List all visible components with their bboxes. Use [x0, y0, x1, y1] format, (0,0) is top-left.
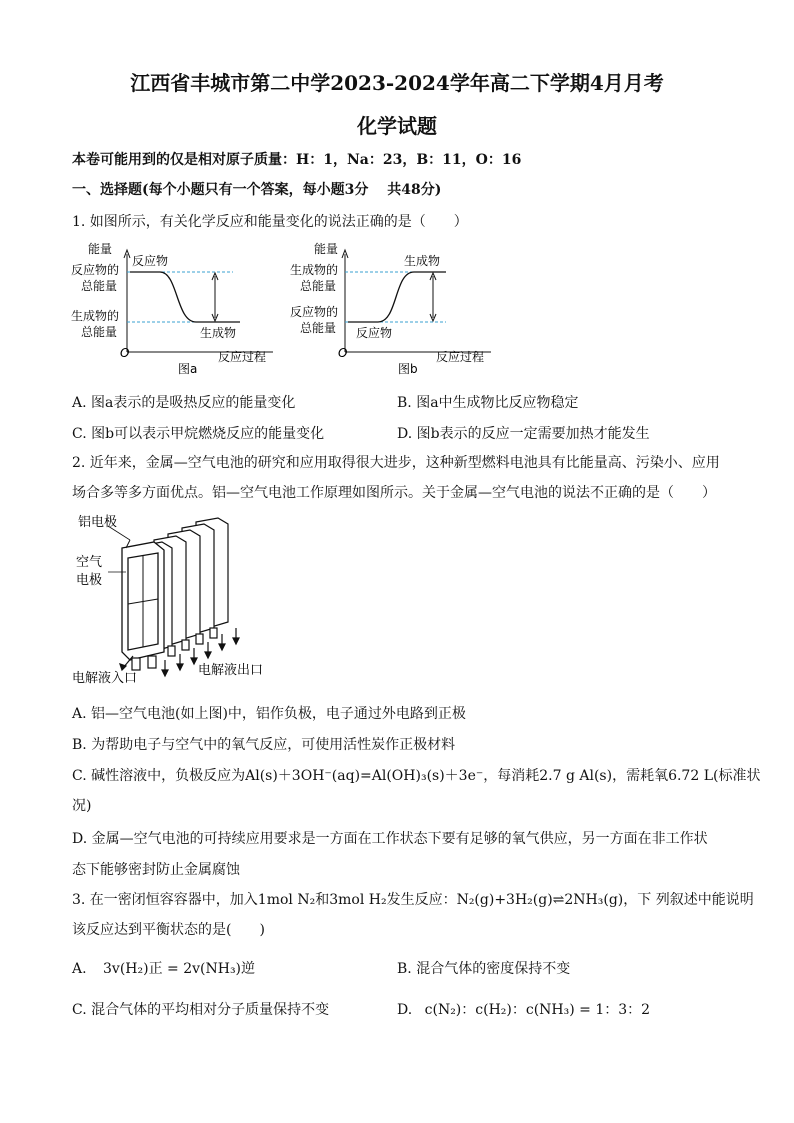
fig-b-lower-label-2: 总能量 [300, 321, 337, 335]
q3-option-d-formula: c(N₂)：c(H₂)：c(NH₃) = 1：3：2 [424, 1002, 651, 1018]
al-electrode-label: 铝电极 [78, 515, 118, 530]
fig-a-origin: O [120, 346, 130, 360]
fig-b-end-label: 生成物 [404, 254, 441, 268]
electrolyte-outlet-label: 电解液出口 [198, 663, 264, 678]
q2-stem-line1: 2. 近年来，金属—空气电池的研究和应用取得很大进步，这种新型燃料电池具有比能量高、污染小、应用 [72, 455, 720, 471]
q2-option-d-line2: 态下能够密封防止金属腐蚀 [72, 862, 240, 878]
q3-option-c: C. 混合气体的平均相对分子质量保持不变 [72, 1002, 330, 1018]
air-electrode-label-2: 电极 [76, 573, 103, 588]
fig-a-upper-label-1: 反应物的 [71, 263, 120, 277]
atomic-masses-note: 本卷可能用到的仅是相对原子质量：H：1，Na：23，B：11，O：16 [72, 152, 522, 168]
figure-b [286, 240, 496, 375]
q2-option-a: A. 铝—空气电池(如上图)中，铝作负极，电子通过外电路到正极 [72, 706, 466, 722]
q1-option-a: A. 图a表示的是吸热反应的能量变化 [72, 395, 296, 411]
fig-a-x-axis: 反应过程 [218, 350, 267, 364]
fig-a-lower-label-1: 生成物的 [71, 309, 120, 323]
air-electrode-label-1: 空气 [76, 555, 103, 570]
q1-option-d: D. 图b表示的反应一定需要加热才能发生 [397, 426, 650, 442]
q1-stem: 1. 如图所示，有关化学反应和能量变化的说法正确的是（ ） [72, 214, 468, 230]
q3-option-a-formula: 3v(H₂)正 = 2v(NH₃)逆 [103, 961, 256, 977]
fig-a-start-label: 反应物 [132, 254, 169, 268]
q3-option-a [72, 958, 255, 978]
page-title: 江西省丰城市第二中学2023-2024学年高二下学期4月月考 [130, 71, 664, 95]
q1-option-c: C. 图b可以表示甲烷燃烧反应的能量变化 [72, 426, 325, 442]
fig-b-x-axis: 反应过程 [436, 350, 485, 364]
figure-a [68, 240, 278, 375]
q3-option-d [397, 999, 650, 1019]
fig-a-lower-label-2: 总能量 [81, 325, 118, 339]
fig-a-caption: 图a [178, 362, 198, 375]
fig-b-upper-label-1: 生成物的 [290, 263, 339, 277]
q1-option-b: B. 图a中生成物比反应物稳定 [397, 395, 579, 411]
q2-option-d-line1: D. 金属—空气电池的可持续应用要求是一方面在工作状态下要有足够的氧气供应，另一方面在非工作状 [72, 831, 708, 847]
q2-option-c-line1: C. 碱性溶液中，负极反应为Al(s)＋3OH⁻(aq)=Al(OH)₃(s)＋3e⁻，每消耗2.7 g Al(s)，需耗氧6.72 L(标准状 [72, 768, 761, 784]
q3-stem-line1: 3. 在一密闭恒容容器中，加入1mol N₂和3mol H₂发生反应：N₂(g)+3H₂(g)⇌2NH₃(g)，下 列叙述中能说明 [72, 892, 754, 908]
q2-stem-line2: 场合多等多方面优点。铝—空气电池工作原理如图所示。关于金属—空气电池的说法不正确的是（ ） [72, 485, 716, 501]
fig-b-upper-label-2: 总能量 [300, 279, 337, 293]
q2-option-b: B. 为帮助电子与空气中的氧气反应，可使用活性炭作正极材料 [72, 737, 456, 753]
section-heading: 一、选择题(每个小题只有一个答案，每小题3分 共48分) [72, 182, 442, 198]
fig-b-y-axis: 能量 [314, 242, 339, 256]
q3-option-a-prefix: A. [72, 961, 87, 977]
fig-a-y-axis: 能量 [88, 242, 113, 256]
fig-b-start-label: 反应物 [356, 326, 393, 340]
fig-b-origin: O [338, 346, 348, 360]
electrolyte-inlet-label: 电解液入口 [72, 671, 138, 686]
q2-option-c-line2: 况) [72, 798, 92, 814]
fig-a-upper-label-2: 总能量 [81, 279, 118, 293]
fig-b-lower-label-1: 反应物的 [290, 305, 339, 319]
q3-option-d-prefix: D. [397, 1002, 413, 1018]
fig-a-end-label: 生成物 [200, 326, 237, 340]
fig-b-caption: 图b [398, 362, 418, 375]
al-air-battery-figure [68, 510, 288, 690]
page-subtitle: 化学试题 [357, 114, 437, 138]
q3-stem-line2: 该反应达到平衡状态的是( ) [72, 922, 265, 938]
q3-option-b: B. 混合气体的密度保持不变 [397, 961, 571, 977]
